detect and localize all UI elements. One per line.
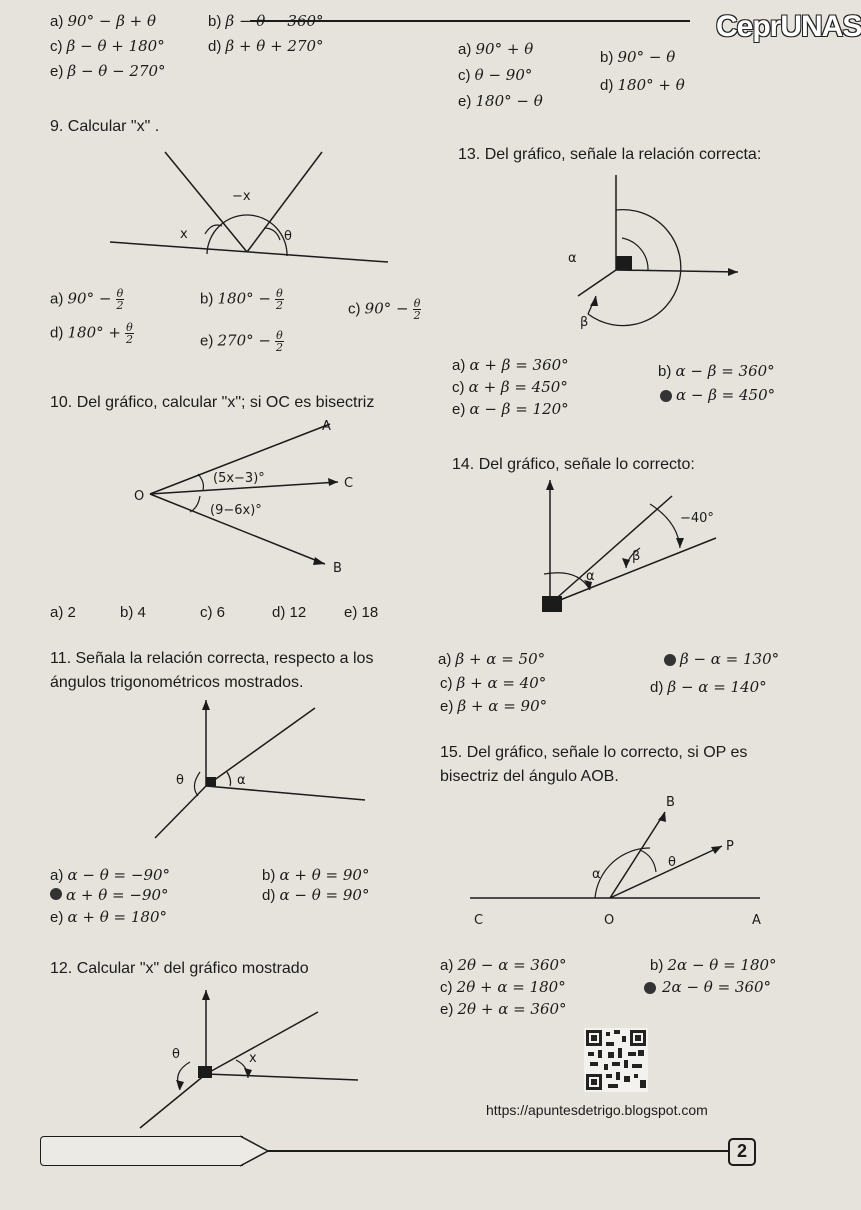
option-d-label: d) (208, 38, 222, 55)
label-theta: θ (176, 773, 184, 788)
option-e-expression: α + θ = 180° (67, 908, 168, 926)
option-b-label: b) (650, 957, 664, 974)
label-theta: θ (284, 229, 292, 244)
label-minus-40: −40° (680, 511, 714, 526)
option-a-label: a) (458, 41, 472, 58)
label-P: P (726, 839, 734, 854)
option-e-expression: β − θ − 270° (67, 62, 166, 80)
fraction: $\frac{\theta}{2}$ (125, 321, 133, 346)
label-O: O (604, 913, 615, 928)
option-b-label: b) (262, 867, 276, 884)
option-e-label: e) (440, 1001, 454, 1018)
option-a-label: a) (50, 13, 64, 30)
option-d: d) 12 (272, 604, 307, 621)
label-C: C (344, 476, 354, 491)
option-b-expression: α − β = 360° (675, 362, 775, 380)
fraction: $\frac{\theta}{2}$ (275, 329, 283, 354)
option-c-expression: β + α = 40° (456, 674, 547, 692)
option-e: e) 18 (344, 604, 379, 621)
option-e-expression: 180° − θ (475, 92, 543, 110)
option-d-expression: β − α = 140° (667, 678, 767, 696)
option-e-label: e) (452, 401, 466, 418)
option-b-expression: α + θ = 90° (279, 866, 370, 884)
option-a-label: a) (438, 651, 452, 668)
label-C: C (474, 913, 484, 928)
option-b-expression: β − θ − 360° (225, 12, 324, 30)
option-c-expression: 2θ + α = 180° (456, 978, 566, 996)
label-theta: θ (172, 1047, 180, 1062)
label-alpha: α (592, 867, 601, 882)
option-b-expression: 90° − θ (617, 48, 676, 66)
option-c-expression: 90° − (364, 299, 409, 318)
answer-mark (644, 982, 656, 994)
option-c-label: c) (452, 379, 465, 396)
option-a-label: a) (50, 867, 64, 884)
label-alpha: α (586, 569, 595, 584)
option-d-expression: α − θ = 90° (279, 886, 370, 904)
footer-rule (268, 1150, 728, 1152)
option-e-expression: α − β = 120° (469, 400, 569, 418)
option-c-expression: β − θ + 180° (66, 37, 165, 55)
label-alpha: α (568, 251, 577, 266)
question-15-title-line2: bisectriz del ángulo AOB. (440, 768, 619, 785)
option-e-expression: 2θ + α = 360° (457, 1000, 567, 1018)
option-e-label: e) (458, 93, 472, 110)
label-O: O (134, 489, 145, 504)
option-a-label: a) (452, 357, 466, 374)
option-b-expression: 180° − (217, 289, 271, 308)
option-d-label: d) (262, 887, 276, 904)
option-e-label: e) (50, 63, 64, 80)
option-c-expression: α + β = 450° (468, 378, 568, 396)
option-b-label: b) (600, 49, 614, 66)
label-beta: β (580, 315, 589, 330)
option-c-expression: α + θ = −90° (66, 886, 169, 904)
question-14-title: 14. Del gráfico, señale lo correcto: (452, 456, 695, 473)
page-number: 2 (728, 1138, 756, 1166)
option-b-label: b) (658, 363, 672, 380)
question-12-title: 12. Calcular "x" del gráfico mostrado (50, 960, 309, 977)
label-x: x (249, 1051, 257, 1066)
option-c: c) 6 (200, 604, 226, 621)
brand-logo: CeprUNAS (716, 10, 861, 43)
option-e-expression: 270° − (217, 331, 271, 350)
option-a-label: a) (440, 957, 454, 974)
option-a: a) 2 (50, 604, 76, 621)
option-d-label: d) (650, 679, 664, 696)
footer-tab-arrow (240, 1136, 270, 1167)
label-B: B (666, 795, 675, 810)
option-c-label: c) (458, 67, 471, 84)
option-c-label: c) (50, 38, 63, 55)
question-10-title: 10. Del gráfico, calcular "x"; si OC es bisectriz (50, 394, 375, 411)
option-a-expression: α + β = 360° (469, 356, 569, 374)
option-d-expression: β + θ + 270° (225, 37, 324, 55)
option-d-expression: α − β = 450° (676, 386, 776, 404)
question-15-title-line1: 15. Del gráfico, señale lo correcto, si OP es (440, 744, 748, 761)
label-alpha: α (237, 773, 246, 788)
footer-url[interactable]: https://apuntesdetrigo.blogspot.com (486, 1102, 708, 1118)
label-theta: θ (668, 855, 676, 870)
option-a-expression: 2θ − α = 360° (457, 956, 567, 974)
option-a-label: a) (50, 290, 64, 308)
option-c-label: c) (440, 675, 453, 692)
option-c-label: c) (348, 300, 361, 318)
option-e-label: e) (200, 332, 214, 350)
option-a-expression: 90° − (67, 289, 112, 308)
label-minus-x: −x (232, 189, 251, 204)
option-a-expression: 90° − β + θ (67, 12, 157, 30)
option-e-label: e) (440, 698, 454, 715)
label-angle-top: (5x−3)° (213, 471, 265, 486)
question-11-title-line2: ángulos trigonométricos mostrados. (50, 674, 304, 691)
option-b: b) 4 (120, 604, 146, 621)
option-b-label: b) (208, 13, 222, 30)
fraction: $\frac{\theta}{2}$ (116, 287, 124, 312)
label-angle-bottom: (9−6x)° (210, 503, 262, 518)
option-b-expression: β − α = 130° (680, 650, 780, 668)
label-beta: β (632, 549, 641, 564)
footer-tab (40, 1136, 243, 1166)
option-c-expression: θ − 90° (474, 66, 533, 84)
fraction: $\frac{\theta}{2}$ (413, 297, 421, 322)
label-B: B (333, 561, 342, 576)
question-13-title: 13. Del gráfico, señale la relación correcta: (458, 146, 762, 163)
option-d-expression: 180° + (67, 323, 121, 342)
question-9-title: 9. Calcular "x" . (50, 118, 160, 135)
option-b-expression: 2α − θ = 180° (667, 956, 777, 974)
option-d-label: d) (600, 77, 614, 94)
option-c-label: c) (440, 979, 453, 996)
label-A: A (752, 913, 761, 928)
option-d-expression: 180° + θ (617, 76, 685, 94)
fraction: $\frac{\theta}{2}$ (275, 287, 283, 312)
option-b-label: b) (200, 290, 214, 308)
option-e-expression: β + α = 90° (457, 697, 548, 715)
option-a-expression: β + α = 50° (455, 650, 546, 668)
question-11-title-line1: 11. Señala la relación correcta, respecto a los (50, 650, 374, 667)
option-a-expression: 90° + θ (475, 40, 534, 58)
option-d-expression: 2α − θ = 360° (662, 978, 772, 996)
label-x: x (180, 227, 188, 242)
option-a-expression: α − θ = −90° (67, 866, 171, 884)
option-d-label: d) (50, 324, 64, 342)
qr-code-image (584, 1028, 648, 1092)
label-A: A (322, 419, 331, 434)
option-e-label: e) (50, 909, 64, 926)
